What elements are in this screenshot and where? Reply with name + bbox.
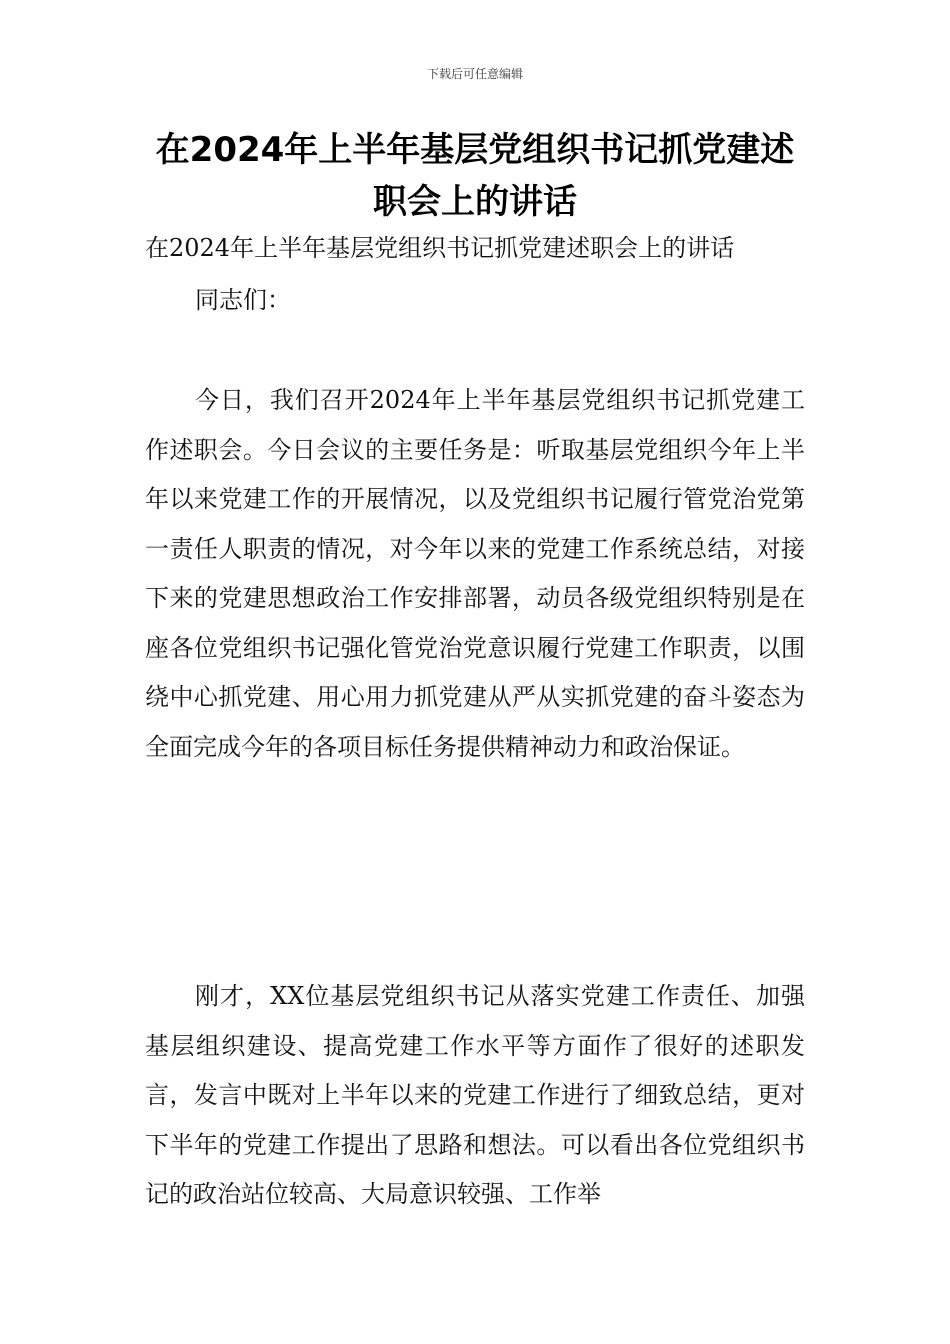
document-subtitle: 在2024年上半年基层党组织书记抓党建述职会上的讲话	[145, 234, 735, 262]
body-paragraph: 今日，我们召开2024年上半年基层党组织书记抓党建工作述职会。今日会议的主要任务是：听取基层党组织今年上半年以来党建工作的开展情况，以及党组织书记履行管党治党第一责任人职责的情况，对今年以来的党建工作系统总结，对接下来的党建思想政治工作安排部署，动员各级党组织特别是在座各位党组织书记强化管党治党意识履行党建工作职责，以围绕中心抓党建、用心用力抓党建从严从实抓党建的奋斗姿态为全面完成今年的各项目标任务提供精神动力和政治保证。	[145, 386, 805, 761]
body-paragraph: 刚才，XX位基层党组织书记从落实党建工作责任、加强基层组织建设、提高党建工作水平等方面作了很好的述职发言，发言中既对上半年以来的党建工作进行了细致总结，更对下半年的党建工作提出了思路和想法。可以看出各位党组织书记的政治站位较高、大局意识较强、工作举	[145, 982, 805, 1208]
header-note: 下载后可任意编辑	[426, 67, 523, 81]
document-title: 在2024年上半年基层党组织书记抓党建述职会上的讲话	[155, 130, 795, 222]
salutation: 同志们：	[195, 286, 291, 314]
